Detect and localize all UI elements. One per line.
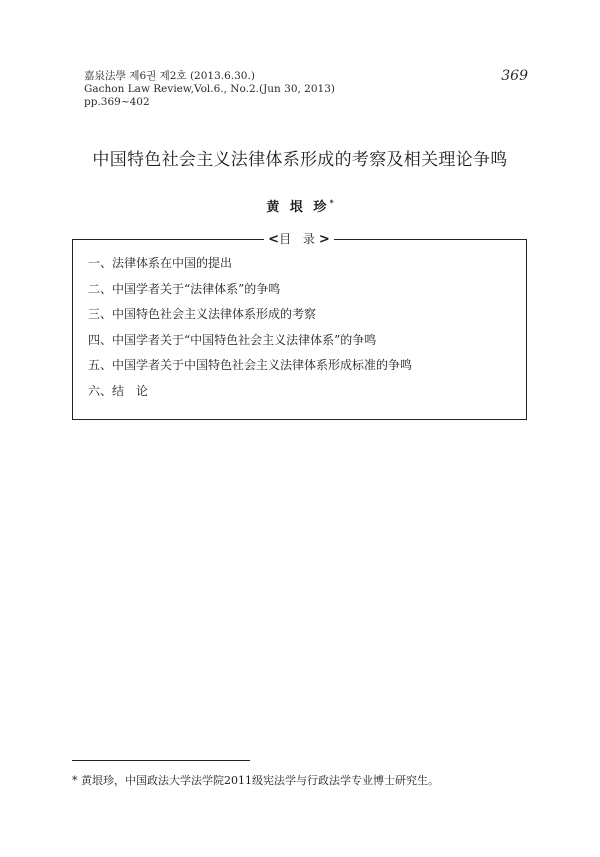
- journal-header-line-1: 嘉泉法學 제6권 제2호 (2013.6.30.): [84, 70, 255, 82]
- toc-item: 二、中国学者关于“法律体系”的争鸣: [88, 281, 281, 296]
- paper-title: 中国特色社会主义法律体系形成的考察及相关理论争鸣: [92, 150, 508, 170]
- author-footnote: * 黄垠珍，中国政法大学法学院2011级宪法学与行政法学专业博士研究生。: [72, 774, 439, 787]
- toc-item: 五、中国学者关于中国特色社会主义法律体系形成标准的争鸣: [88, 358, 413, 373]
- toc-item: 六、结 论: [88, 383, 149, 398]
- journal-header: [84, 70, 335, 109]
- toc-heading-label: 目 录: [279, 232, 319, 246]
- toc-list: [88, 254, 412, 408]
- journal-header-line-3: pp.369~402: [84, 96, 150, 108]
- toc-item: 四、中国学者关于“中国特色社会主义法律体系”的争鸣: [88, 332, 377, 347]
- left-angle-bracket-icon: <: [268, 232, 280, 247]
- right-angle-bracket-icon: >: [318, 232, 330, 247]
- page-number: 369: [501, 68, 528, 84]
- author-name: 黄 垠 珍: [266, 200, 330, 215]
- toc-heading: [264, 230, 334, 248]
- toc-item: 三、中国特色社会主义法律体系形成的考察: [88, 307, 317, 322]
- footnote-divider: [72, 760, 250, 761]
- author-footnote-mark: *: [329, 197, 334, 208]
- author-line: [0, 196, 600, 215]
- toc-item: 一、法律体系在中国的提出: [88, 256, 233, 270]
- journal-header-line-2: Gachon Law Review,Vol.6., No.2.(Jun 30, 2013): [84, 83, 336, 95]
